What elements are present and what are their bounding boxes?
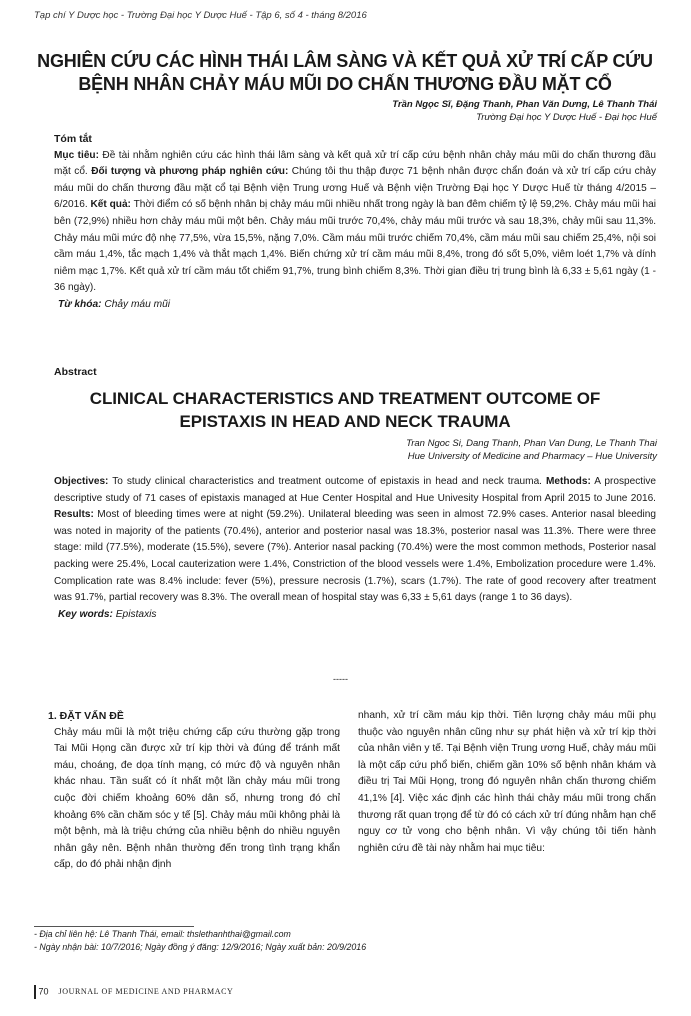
footnote-rule: [34, 926, 194, 927]
keywords-vn-text: Chảy máu mũi: [101, 298, 171, 310]
keywords-en-text: Epistaxis: [112, 608, 157, 620]
results-en-text: Most of bleeding times were at night (59.2%). Unilateral bleeding was seen in almost 72.9% cases. Anterior nasal bleeding was noted in majority of the patients (70.4%), anterior and posterior nasal was 18.3%, posterior nasal was 11.3%. There were three stage: mild (77.5%), moderate (15.5%), severe (7%). Anterior nasal packing (70.4%) were the most common methods, Posterior nasal packing were 25.4%, Local cauterization were 1.4%, Constriction of the blood vessels were 1.4%, Embolization procedure were 1.4%. Complication rate was 8.4% include: fever (5%), pressure necrosis (1.7%), scars (1.7%). The rate of good recovery after treatment was 91.7%, partial recovery was 8.3%. The overall mean of hospital stay was 6,33 ± 5,61 days (range 1 to 36 days).: [54, 509, 656, 604]
title-en-line-1: CLINICAL CHARACTERISTICS AND TREATMENT OUTCOME OF: [89, 389, 601, 408]
authors-vietnamese-block: [392, 98, 657, 124]
methods-en-label: Methods:: [545, 476, 591, 487]
abstract-heading: Abstract: [54, 366, 97, 378]
keywords-en: [58, 607, 656, 624]
article-title-vietnamese: [20, 50, 670, 96]
affiliation-vn: Trường Đại học Y Dược Huế - Đại học Huế: [476, 112, 657, 123]
footnote-address: - Địa chỉ liên hệ: Lê Thanh Thái, email: thslethanhthai@gmail.com: [34, 929, 291, 939]
objectives-text: To study clinical characteristics and treatment outcome of epistaxis in head and neck trauma.: [108, 476, 546, 487]
title-vn-line-1: NGHIÊN CỨU CÁC HÌNH THÁI LÂM SÀNG VÀ KẾT QUẢ XỬ TRÍ CẤP CỨU: [37, 51, 653, 71]
keywords-vn-label: Từ khóa:: [58, 298, 102, 310]
title-vn-line-2: BỆNH NHÂN CHẢY MÁU MŨI DO CHẤN THƯƠNG ĐẦU MẶT CỔ: [78, 74, 612, 94]
title-en-line-2: EPISTAXIS IN HEAD AND NECK TRAUMA: [179, 412, 511, 431]
results-label: Kết quả:: [90, 199, 131, 211]
intro-right-text: nhanh, xử trí cầm máu kịp thời. Tiên lượng chảy máu mũi phụ thuộc vào nguyên nhân cũng như sự phát hiện và xử trí kịp thời của nhân viên y tế. Tại Bệnh viện Trung ương Huế, chảy máu mũi là một cấp cứu phổ biến, chiếm gần 10% số bệnh nhân khám và điều trị Tai Mũi Họng, trong đó nguyên nhân chấn thương chiếm 41,1% [4]. Việc xác định các hình thái chảy máu mũi trong chấn thương rất quan trọng để từ đó có cách xử trí đúng nhằm hạn chế nguy cơ tử vong cho bệnh nhân. Vì vậy chúng tôi tiến hành nghiên cứu đề tài này nhằm hai mục tiêu:: [358, 710, 656, 854]
methods-label: Đối tượng và phương pháp nghiên cứu:: [91, 166, 289, 178]
page-number: 70: [38, 986, 49, 997]
intro-right-column: [358, 708, 656, 857]
journal-header: Tạp chí Y Dược học - Trường Đại học Y Dược Huế - Tập 6, số 4 - tháng 8/2016: [34, 10, 367, 21]
section-divider: -----: [333, 674, 348, 684]
abstract-paragraph: [54, 474, 656, 607]
keywords-en-label: Key words:: [58, 608, 113, 620]
results-en-label: Results:: [54, 509, 94, 521]
authors-en: Tran Ngoc Si, Dang Thanh, Phan Van Dung, Le Thanh Thai: [406, 438, 657, 449]
abstract-english: [54, 474, 656, 623]
authors-english-block: [406, 437, 657, 463]
intro-left-column: [48, 708, 340, 874]
page-footer: [34, 985, 233, 999]
objective-text: Đề tài nhằm nghiên cứu các hình thái lâm sàng và kết quả xử trí cấp cứu bệnh nhân chảy máu mũi do chấn thương đầu mặt cổ.: [54, 149, 656, 178]
intro-heading: 1. ĐẶT VẤN ĐỀ: [48, 710, 124, 722]
footnote-dates: - Ngày nhận bài: 10/7/2016; Ngày đồng ý đăng: 12/9/2016; Ngày xuất bản: 20/9/2016: [34, 941, 367, 952]
authors-vn: Trần Ngọc Sĩ, Đặng Thanh, Phan Văn Dưng, Lê Thanh Thái: [392, 99, 657, 110]
results-text: Thời điểm có số bệnh nhân bị chảy máu mũi nhiều nhất trong ngày là ban đêm chiếm tỷ lệ 59,2%. Chảy máu mũi hai bên (72,9%) nhiều hơn chảy máu mũi một bên. Chảy máu mũi trước 70,4%, chảy máu mũi trước và sau 18,3%, chảy mũi sau 11,3%. Chảy máu mũi mức độ nhẹ 77,5%, vừa 15,5%, nặng 7,0%. Cầm máu mũi trước chiếm 70,4%, cầm máu mũi sau chiếm 25,4%, nội soi cầm máu 1,4%, tắc mạch 1,4% và thắt mạch 1,4%. Biến chứng xử trí cầm máu mũi 8,4%, trong đó sốt 5,0%, viêm loét 1,7% và dính niêm mạc 1,7%. Kết quả xử trí cầm máu tốt chiếm 91,7%, trung bình chiếm 8,3%. Thời gian điều trị trung bình là 6,33 ± 5,61 ngày (1 - 36 ngày).: [54, 199, 656, 294]
intro-left-text: Chảy máu mũi là một triệu chứng cấp cứu thường gặp trong Tai Mũi Họng cần được xử trí kịp thời và đúng để tránh mất máu, choáng, đe dọa tính mạng, có mức độ và nguyên nhân khác nhau. Tần suất có ít nhất một lần chảy máu mũi trong cuộc đời chiếm khoảng 60% dân số, nhưng trong đó chỉ khoảng 6% cần chăm sóc y tế [5]. Chảy máu mũi không phải là một bệnh, mà là triệu chứng của nhiều bệnh do nhiều nguyên nhân gây nên. Bệnh nhân thường đến trong tình trạng khẩn cấp, do đó phải nhận định: [54, 726, 340, 871]
methods-text: Chúng tôi thu thập được 71 bệnh nhân được chẩn đoán và xử trí cấp cứu chảy máu mũi do chấn thương đầu mặt cổ tại Bệnh viện Trung ương Huế và Bệnh viện Trường Đại học Y Dược Huế từ tháng 4/2015 – 6/2016.: [54, 166, 656, 211]
summary-vietnamese: [54, 131, 656, 314]
article-title-english: [20, 387, 670, 433]
affiliation-en: Hue University of Medicine and Pharmacy – Hue University: [407, 451, 657, 462]
keywords-vn: [58, 297, 656, 314]
summary-heading: Tóm tắt: [54, 133, 92, 145]
journal-name: JOURNAL OF MEDICINE AND PHARMACY: [58, 987, 234, 997]
objective-label: Mục tiêu:: [54, 149, 99, 161]
footer-bar: [34, 985, 36, 999]
objectives-label: Objectives:: [54, 476, 109, 487]
footnote: [34, 928, 504, 953]
summary-paragraph: [54, 148, 656, 297]
methods-en-text: A prospective descriptive study of 71 cases of epistaxis managed at Hue Center Hospital and Hue Univesity Hospital from April 2015 to June 2016.: [54, 476, 657, 504]
